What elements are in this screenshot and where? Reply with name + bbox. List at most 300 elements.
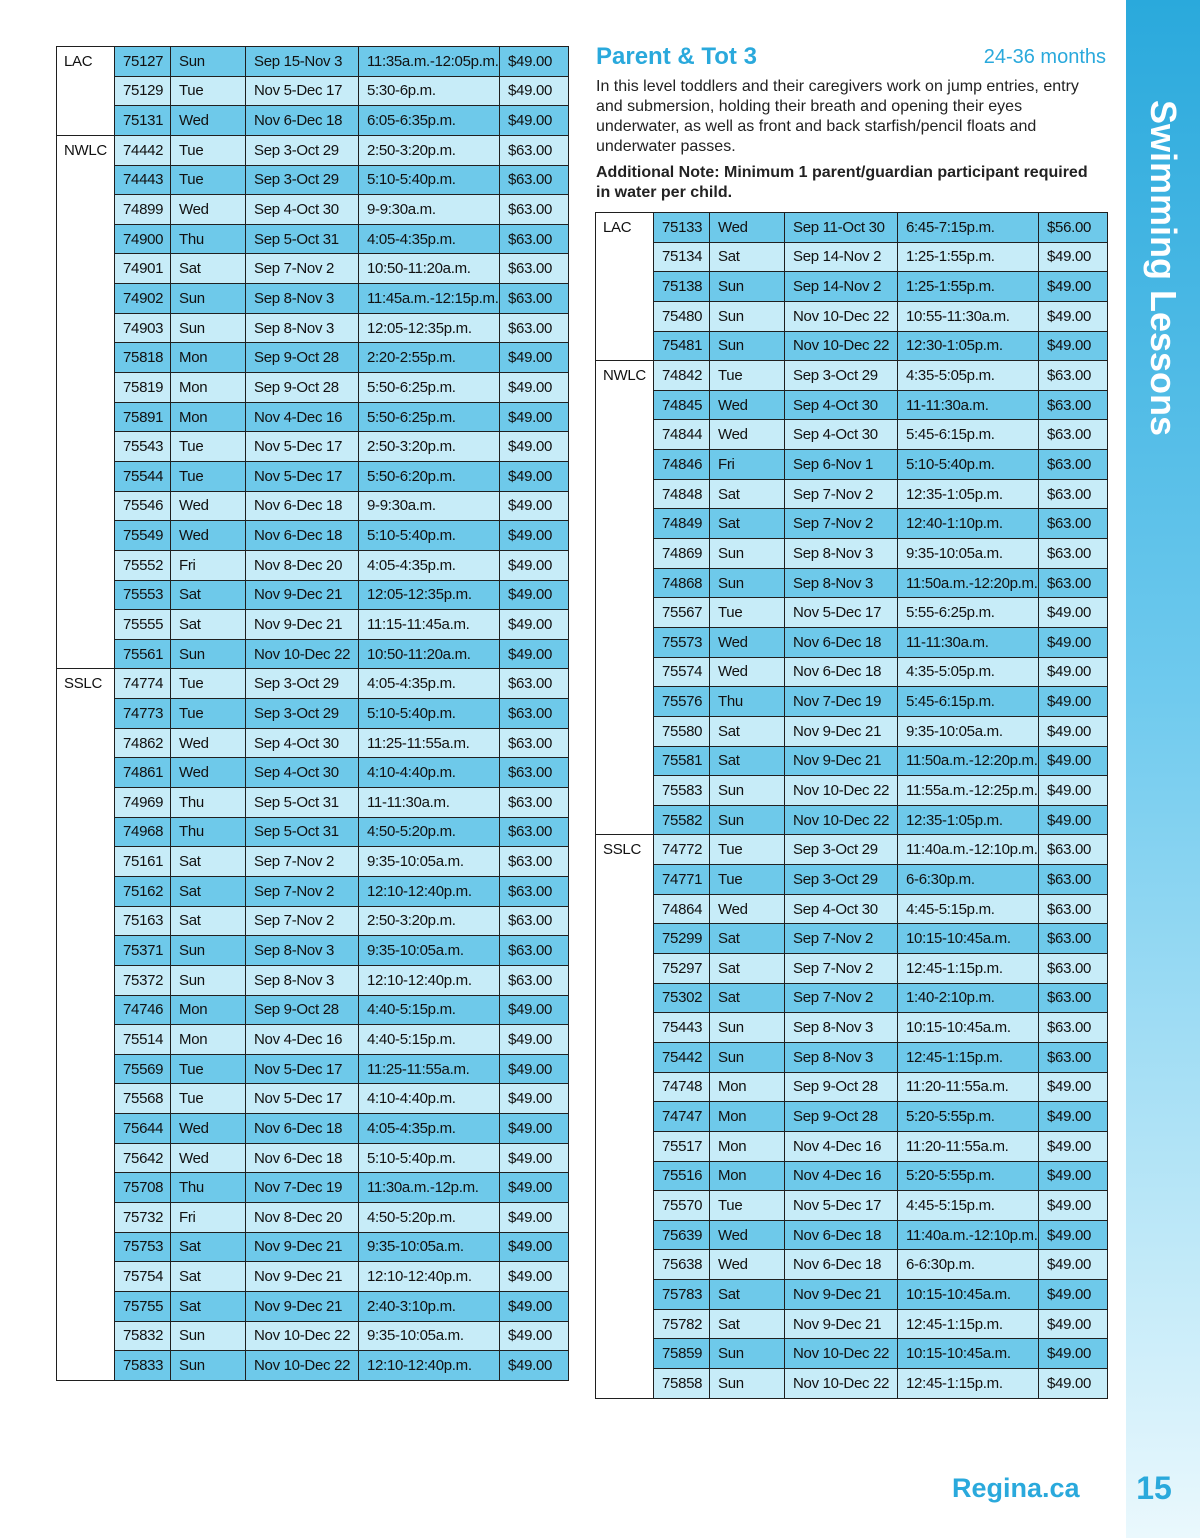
fee-cell: $49.00 <box>500 550 569 580</box>
fee-cell: $49.00 <box>1039 242 1108 272</box>
day-cell: Sat <box>171 906 246 936</box>
fee-cell: $49.00 <box>500 1351 569 1381</box>
fee-cell: $63.00 <box>500 165 569 195</box>
day-cell: Wed <box>710 657 785 687</box>
time-cell: 4:05-4:35p.m. <box>359 1114 500 1144</box>
day-cell: Sun <box>710 1368 785 1398</box>
fee-cell: $63.00 <box>1039 835 1108 865</box>
course-code-cell: 74771 <box>654 865 710 895</box>
table-row <box>57 313 569 343</box>
day-cell: Sat <box>171 1291 246 1321</box>
location-cell: NWLC <box>596 361 654 835</box>
table-row <box>596 568 1108 598</box>
time-cell: 9:35-10:05a.m. <box>359 1232 500 1262</box>
course-code-cell: 75299 <box>654 924 710 954</box>
fee-cell: $49.00 <box>500 343 569 373</box>
fee-cell: $49.00 <box>1039 716 1108 746</box>
course-code-cell: 75570 <box>654 1191 710 1221</box>
table-row <box>57 1321 569 1351</box>
dates-cell: Nov 5-Dec 17 <box>785 598 898 628</box>
course-code-cell: 75833 <box>115 1351 171 1381</box>
day-cell: Sat <box>710 924 785 954</box>
fee-cell: $49.00 <box>1039 301 1108 331</box>
dates-cell: Sep 3-Oct 29 <box>246 165 359 195</box>
table-row <box>57 550 569 580</box>
time-cell: 10:15-10:45a.m. <box>898 924 1039 954</box>
course-code-cell: 74903 <box>115 313 171 343</box>
dates-cell: Sep 3-Oct 29 <box>246 135 359 165</box>
table-row <box>596 1220 1108 1250</box>
fee-cell: $49.00 <box>500 1321 569 1351</box>
course-code-cell: 75371 <box>115 936 171 966</box>
time-cell: 12:45-1:15p.m. <box>898 1042 1039 1072</box>
course-code-cell: 75581 <box>654 746 710 776</box>
day-cell: Thu <box>171 224 246 254</box>
time-cell: 1:25-1:55p.m. <box>898 242 1039 272</box>
table-row <box>596 924 1108 954</box>
fee-cell: $63.00 <box>1039 450 1108 480</box>
fee-cell: $63.00 <box>500 936 569 966</box>
fee-cell: $49.00 <box>1039 1339 1108 1369</box>
table-row <box>57 639 569 669</box>
day-cell: Mon <box>710 1161 785 1191</box>
dates-cell: Sep 7-Nov 2 <box>246 847 359 877</box>
table-row <box>596 1102 1108 1132</box>
table-row <box>57 965 569 995</box>
course-code-cell: 74900 <box>115 224 171 254</box>
course-code-cell: 75573 <box>654 627 710 657</box>
day-cell: Tue <box>171 1054 246 1084</box>
day-cell: Sun <box>710 1339 785 1369</box>
day-cell: Wed <box>171 1143 246 1173</box>
time-cell: 11:50a.m.-12:20p.m. <box>898 746 1039 776</box>
time-cell: 10:50-11:20a.m. <box>359 639 500 669</box>
course-code-cell: 74848 <box>654 479 710 509</box>
fee-cell: $49.00 <box>500 1143 569 1173</box>
day-cell: Sun <box>710 776 785 806</box>
fee-cell: $49.00 <box>500 580 569 610</box>
table-row <box>57 728 569 758</box>
day-cell: Fri <box>710 450 785 480</box>
dates-cell: Nov 5-Dec 17 <box>246 1054 359 1084</box>
time-cell: 11:15-11:45a.m. <box>359 610 500 640</box>
table-row <box>596 627 1108 657</box>
dates-cell: Sep 5-Oct 31 <box>246 788 359 818</box>
time-cell: 10:15-10:45a.m. <box>898 1280 1039 1310</box>
fee-cell: $63.00 <box>500 788 569 818</box>
dates-cell: Nov 9-Dec 21 <box>785 716 898 746</box>
day-cell: Mon <box>171 402 246 432</box>
time-cell: 10:55-11:30a.m. <box>898 301 1039 331</box>
dates-cell: Nov 6-Dec 18 <box>785 657 898 687</box>
day-cell: Sun <box>171 284 246 314</box>
day-cell: Wed <box>710 1220 785 1250</box>
dates-cell: Nov 9-Dec 21 <box>246 1262 359 1292</box>
time-cell: 5:45-6:15p.m. <box>898 687 1039 717</box>
dates-cell: Sep 4-Oct 30 <box>785 390 898 420</box>
day-cell: Wed <box>171 521 246 551</box>
course-code-cell: 75163 <box>115 906 171 936</box>
day-cell: Sun <box>710 1042 785 1072</box>
table-row <box>57 1084 569 1114</box>
table-row <box>57 1143 569 1173</box>
course-code-cell: 75481 <box>654 331 710 361</box>
dates-cell: Sep 9-Oct 28 <box>246 995 359 1025</box>
table-row <box>596 598 1108 628</box>
course-code-cell: 75127 <box>115 47 171 77</box>
day-cell: Sun <box>710 539 785 569</box>
course-code-cell: 74969 <box>115 788 171 818</box>
sidebar-title: Swimming Lessons <box>1143 99 1184 437</box>
course-code-cell: 75708 <box>115 1173 171 1203</box>
day-cell: Sat <box>710 746 785 776</box>
dates-cell: Nov 8-Dec 20 <box>246 1202 359 1232</box>
time-cell: 2:50-3:20p.m. <box>359 432 500 462</box>
table-row <box>57 195 569 225</box>
time-cell: 12:45-1:15p.m. <box>898 1368 1039 1398</box>
time-cell: 11:45a.m.-12:15p.m. <box>359 284 500 314</box>
day-cell: Thu <box>710 687 785 717</box>
course-code-cell: 75302 <box>654 983 710 1013</box>
fee-cell: $63.00 <box>500 965 569 995</box>
day-cell: Wed <box>171 758 246 788</box>
dates-cell: Nov 6-Dec 18 <box>785 627 898 657</box>
course-code-cell: 75819 <box>115 373 171 403</box>
day-cell: Sun <box>171 639 246 669</box>
fee-cell: $49.00 <box>500 1084 569 1114</box>
time-cell: 10:50-11:20a.m. <box>359 254 500 284</box>
fee-cell: $63.00 <box>500 728 569 758</box>
day-cell: Sun <box>171 965 246 995</box>
fee-cell: $63.00 <box>1039 568 1108 598</box>
day-cell: Mon <box>710 1072 785 1102</box>
day-cell: Tue <box>171 135 246 165</box>
course-code-cell: 74968 <box>115 817 171 847</box>
day-cell: Sat <box>710 509 785 539</box>
dates-cell: Nov 10-Dec 22 <box>785 331 898 361</box>
dates-cell: Sep 5-Oct 31 <box>246 817 359 847</box>
course-code-cell: 74748 <box>654 1072 710 1102</box>
dates-cell: Sep 8-Nov 3 <box>246 313 359 343</box>
time-cell: 5:50-6:25p.m. <box>359 402 500 432</box>
table-row <box>57 1232 569 1262</box>
day-cell: Sat <box>710 983 785 1013</box>
course-code-cell: 74849 <box>654 509 710 539</box>
time-cell: 11:30a.m.-12p.m. <box>359 1173 500 1203</box>
table-row <box>596 1250 1108 1280</box>
fee-cell: $49.00 <box>1039 331 1108 361</box>
dates-cell: Nov 9-Dec 21 <box>785 1309 898 1339</box>
table-row <box>57 491 569 521</box>
table-row <box>596 687 1108 717</box>
time-cell: 12:45-1:15p.m. <box>898 1309 1039 1339</box>
time-cell: 2:50-3:20p.m. <box>359 906 500 936</box>
day-cell: Sun <box>710 301 785 331</box>
table-row <box>596 805 1108 835</box>
fee-cell: $63.00 <box>1039 1042 1108 1072</box>
dates-cell: Nov 10-Dec 22 <box>246 639 359 669</box>
fee-cell: $49.00 <box>1039 805 1108 835</box>
table-row <box>596 716 1108 746</box>
day-cell: Mon <box>171 343 246 373</box>
course-code-cell: 75755 <box>115 1291 171 1321</box>
course-code-cell: 75832 <box>115 1321 171 1351</box>
time-cell: 10:15-10:45a.m. <box>898 1339 1039 1369</box>
table-row <box>57 165 569 195</box>
table-row <box>596 420 1108 450</box>
fee-cell: $63.00 <box>1039 1013 1108 1043</box>
day-cell: Thu <box>171 1173 246 1203</box>
time-cell: 9:35-10:05a.m. <box>359 1321 500 1351</box>
table-row <box>57 76 569 106</box>
fee-cell: $49.00 <box>500 491 569 521</box>
time-cell: 9:35-10:05a.m. <box>359 847 500 877</box>
fee-cell: $63.00 <box>1039 509 1108 539</box>
dates-cell: Nov 6-Dec 18 <box>246 1143 359 1173</box>
day-cell: Sat <box>171 847 246 877</box>
time-cell: 11:40a.m.-12:10p.m. <box>898 1220 1039 1250</box>
location-cell: SSLC <box>57 669 115 1380</box>
table-row <box>596 1042 1108 1072</box>
table-row <box>57 580 569 610</box>
table-row <box>596 390 1108 420</box>
table-row <box>57 906 569 936</box>
course-code-cell: 75561 <box>115 639 171 669</box>
day-cell: Fri <box>171 550 246 580</box>
course-code-cell: 75553 <box>115 580 171 610</box>
dates-cell: Sep 8-Nov 3 <box>785 1013 898 1043</box>
table-row <box>596 1013 1108 1043</box>
course-code-cell: 75639 <box>654 1220 710 1250</box>
day-cell: Sun <box>171 936 246 966</box>
table-row <box>57 373 569 403</box>
dates-cell: Nov 4-Dec 16 <box>246 1025 359 1055</box>
dates-cell: Sep 9-Oct 28 <box>785 1102 898 1132</box>
course-code-cell: 74869 <box>654 539 710 569</box>
course-code-cell: 75818 <box>115 343 171 373</box>
day-cell: Wed <box>710 390 785 420</box>
table-row <box>596 509 1108 539</box>
day-cell: Fri <box>171 1202 246 1232</box>
course-code-cell: 75552 <box>115 550 171 580</box>
time-cell: 12:30-1:05p.m. <box>898 331 1039 361</box>
course-code-cell: 75516 <box>654 1161 710 1191</box>
fee-cell: $49.00 <box>1039 1131 1108 1161</box>
time-cell: 1:40-2:10p.m. <box>898 983 1039 1013</box>
dates-cell: Nov 6-Dec 18 <box>246 106 359 136</box>
table-row <box>596 301 1108 331</box>
fee-cell: $49.00 <box>1039 776 1108 806</box>
age-range: 24-36 months <box>983 46 1106 68</box>
day-cell: Sun <box>171 1351 246 1381</box>
time-cell: 11:20-11:55a.m. <box>898 1131 1039 1161</box>
day-cell: Thu <box>171 788 246 818</box>
section-title: Parent & Tot 3 <box>596 43 757 70</box>
dates-cell: Nov 6-Dec 18 <box>246 491 359 521</box>
day-cell: Tue <box>171 1084 246 1114</box>
course-code-cell: 74899 <box>115 195 171 225</box>
fee-cell: $49.00 <box>1039 1368 1108 1398</box>
time-cell: 9:35-10:05a.m. <box>898 539 1039 569</box>
fee-cell: $49.00 <box>1039 1102 1108 1132</box>
time-cell: 4:50-5:20p.m. <box>359 817 500 847</box>
fee-cell: $63.00 <box>500 254 569 284</box>
table-row <box>596 272 1108 302</box>
day-cell: Sat <box>710 479 785 509</box>
dates-cell: Sep 15-Nov 3 <box>246 47 359 77</box>
dates-cell: Nov 4-Dec 16 <box>785 1161 898 1191</box>
day-cell: Wed <box>710 213 785 243</box>
table-row <box>57 699 569 729</box>
dates-cell: Nov 7-Dec 19 <box>785 687 898 717</box>
time-cell: 5:50-6:20p.m. <box>359 461 500 491</box>
dates-cell: Sep 4-Oct 30 <box>246 728 359 758</box>
course-code-cell: 75574 <box>654 657 710 687</box>
day-cell: Tue <box>171 432 246 462</box>
fee-cell: $63.00 <box>1039 479 1108 509</box>
time-cell: 11:55a.m.-12:25p.m. <box>898 776 1039 806</box>
course-code-cell: 74844 <box>654 420 710 450</box>
fee-cell: $49.00 <box>500 995 569 1025</box>
table-row <box>57 135 569 165</box>
day-cell: Sat <box>171 610 246 640</box>
dates-cell: Sep 7-Nov 2 <box>246 876 359 906</box>
fee-cell: $49.00 <box>500 461 569 491</box>
course-code-cell: 75754 <box>115 1262 171 1292</box>
course-code-cell: 75161 <box>115 847 171 877</box>
dates-cell: Nov 10-Dec 22 <box>785 1339 898 1369</box>
table-row <box>57 788 569 818</box>
time-cell: 6:05-6:35p.m. <box>359 106 500 136</box>
time-cell: 11:40a.m.-12:10p.m. <box>898 835 1039 865</box>
time-cell: 4:35-5:05p.m. <box>898 657 1039 687</box>
section-description: In this level toddlers and their caregivers work on jump entries, entry and submersion, holding their breath and opening their eyes underwater, as well as front and back starfish/pencil floats and underwater passes. <box>596 78 1079 155</box>
fee-cell: $63.00 <box>1039 865 1108 895</box>
dates-cell: Nov 7-Dec 19 <box>246 1173 359 1203</box>
fee-cell: $49.00 <box>500 1232 569 1262</box>
fee-cell: $49.00 <box>500 76 569 106</box>
table-row <box>57 1054 569 1084</box>
time-cell: 9:35-10:05a.m. <box>359 936 500 966</box>
table-row <box>596 657 1108 687</box>
time-cell: 11-11:30a.m. <box>898 390 1039 420</box>
course-code-cell: 75549 <box>115 521 171 551</box>
day-cell: Sun <box>171 47 246 77</box>
time-cell: 12:10-12:40p.m. <box>359 1262 500 1292</box>
dates-cell: Nov 6-Dec 18 <box>785 1250 898 1280</box>
fee-cell: $63.00 <box>500 135 569 165</box>
table-row <box>596 954 1108 984</box>
table-row <box>57 402 569 432</box>
fee-cell: $63.00 <box>500 758 569 788</box>
course-code-cell: 75514 <box>115 1025 171 1055</box>
dates-cell: Sep 8-Nov 3 <box>785 539 898 569</box>
time-cell: 11:50a.m.-12:20p.m. <box>898 568 1039 598</box>
section-heading <box>596 43 1106 73</box>
fee-cell: $49.00 <box>1039 687 1108 717</box>
course-code-cell: 75644 <box>115 1114 171 1144</box>
table-row <box>596 746 1108 776</box>
course-code-cell: 75568 <box>115 1084 171 1114</box>
day-cell: Wed <box>710 627 785 657</box>
time-cell: 5:30-6p.m. <box>359 76 500 106</box>
course-code-cell: 75569 <box>115 1054 171 1084</box>
time-cell: 4:05-4:35p.m. <box>359 669 500 699</box>
dates-cell: Nov 4-Dec 16 <box>246 402 359 432</box>
fee-cell: $49.00 <box>1039 1309 1108 1339</box>
table-row <box>57 224 569 254</box>
course-code-cell: 74443 <box>115 165 171 195</box>
course-code-cell: 74842 <box>654 361 710 391</box>
table-row <box>596 1161 1108 1191</box>
dates-cell: Nov 9-Dec 21 <box>246 1291 359 1321</box>
day-cell: Sat <box>710 1280 785 1310</box>
day-cell: Sat <box>171 1262 246 1292</box>
table-row <box>596 983 1108 1013</box>
dates-cell: Sep 8-Nov 3 <box>246 284 359 314</box>
course-code-cell: 75583 <box>654 776 710 806</box>
section-note: Additional Note: Minimum 1 parent/guardian participant required in water per child. <box>596 164 1088 201</box>
dates-cell: Sep 7-Nov 2 <box>246 254 359 284</box>
dates-cell: Nov 6-Dec 18 <box>785 1220 898 1250</box>
fee-cell: $49.00 <box>1039 1161 1108 1191</box>
fee-cell: $63.00 <box>1039 420 1108 450</box>
table-row <box>57 1262 569 1292</box>
day-cell: Sat <box>171 876 246 906</box>
day-cell: Thu <box>171 817 246 847</box>
course-code-cell: 74746 <box>115 995 171 1025</box>
course-code-cell: 74772 <box>654 835 710 865</box>
dates-cell: Nov 10-Dec 22 <box>785 805 898 835</box>
time-cell: 5:55-6:25p.m. <box>898 598 1039 628</box>
table-row <box>57 461 569 491</box>
course-code-cell: 75642 <box>115 1143 171 1173</box>
course-code-cell: 74747 <box>654 1102 710 1132</box>
time-cell: 2:20-2:55p.m. <box>359 343 500 373</box>
fee-cell: $49.00 <box>500 521 569 551</box>
time-cell: 12:45-1:15p.m. <box>898 954 1039 984</box>
dates-cell: Sep 8-Nov 3 <box>785 1042 898 1072</box>
fee-cell: $63.00 <box>500 906 569 936</box>
fee-cell: $49.00 <box>1039 627 1108 657</box>
table-row <box>596 213 1108 243</box>
day-cell: Sat <box>171 580 246 610</box>
fee-cell: $63.00 <box>500 699 569 729</box>
course-code-cell: 75732 <box>115 1202 171 1232</box>
dates-cell: Sep 3-Oct 29 <box>246 699 359 729</box>
fee-cell: $63.00 <box>1039 894 1108 924</box>
dates-cell: Sep 14-Nov 2 <box>785 242 898 272</box>
table-row <box>57 817 569 847</box>
time-cell: 4:35-5:05p.m. <box>898 361 1039 391</box>
course-code-cell: 74862 <box>115 728 171 758</box>
day-cell: Mon <box>710 1131 785 1161</box>
table-row <box>57 1351 569 1381</box>
table-row <box>57 876 569 906</box>
course-code-cell: 75442 <box>654 1042 710 1072</box>
dates-cell: Sep 9-Oct 28 <box>246 373 359 403</box>
fee-cell: $63.00 <box>500 817 569 847</box>
fee-cell: $49.00 <box>500 1054 569 1084</box>
fee-cell: $49.00 <box>500 106 569 136</box>
table-row <box>57 1291 569 1321</box>
website-link[interactable]: Regina.ca <box>952 1473 1080 1503</box>
course-code-cell: 74902 <box>115 284 171 314</box>
time-cell: 11-11:30a.m. <box>359 788 500 818</box>
right-schedule-table <box>595 212 1108 1399</box>
fee-cell: $63.00 <box>1039 983 1108 1013</box>
day-cell: Sun <box>171 1321 246 1351</box>
